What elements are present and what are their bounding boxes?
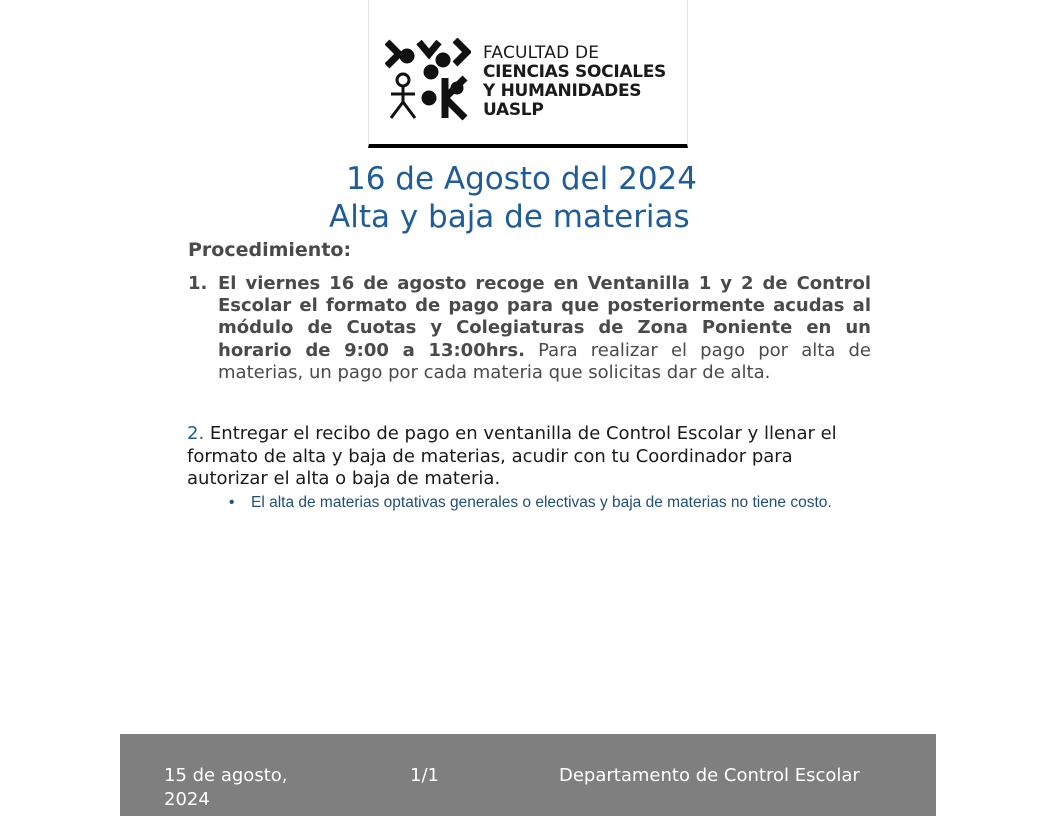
note-bullet	[229, 492, 854, 514]
step-1-bold-text: El viernes 16 de agosto recoge en Ventanilla 1 y 2 de Control Escolar el formato de pago para que posteriormente acudas al módulo de Cuotas y Colegiaturas de Zona Poniente en un horario de 9:00 a 13:00hrs.	[218, 273, 871, 361]
bullet-text: El alta de materias optativas generales o electivas y baja de materias no tiene costo.	[251, 494, 832, 511]
logo-line-1: FACULTAD DE	[483, 43, 600, 63]
step-1-text	[218, 273, 871, 384]
title-date: 16 de Agosto del 2024	[346, 161, 697, 197]
step-2	[187, 423, 847, 491]
logo-line-4: UASLP	[483, 100, 544, 120]
logo-line-3: Y HUMANIDADES	[483, 81, 642, 101]
footer-department: Departamento de Control Escolar	[559, 765, 860, 786]
step-1	[188, 273, 871, 384]
title-subject: Alta y baja de materias	[329, 199, 690, 235]
faculty-logo-panel	[368, 0, 688, 148]
bullet-marker: •	[229, 494, 235, 511]
step-1-number: 1.	[188, 273, 208, 294]
footer-page-number: 1/1	[410, 765, 439, 786]
logo-line-2: CIENCIAS SOCIALES	[483, 62, 667, 82]
faculty-logo-text	[483, 44, 666, 120]
footer-date: 15 de agosto, 2024	[164, 765, 288, 810]
step-2-number: 2.	[187, 423, 205, 444]
faculty-logo-icon	[385, 38, 471, 122]
footer-bar	[120, 734, 936, 816]
procedure-heading: Procedimiento:	[188, 239, 352, 261]
step-1-regular-text: Para realizar el pago por alta de materias, un pago por cada materia que solicitas dar de alta.	[218, 339, 872, 383]
step-2-text: Entregar el recibo de pago en ventanilla de Control Escolar y llenar el formato de alta y baja de materias, acudir con tu Coordinador para autorizar el alta o baja de materia.	[187, 423, 837, 489]
